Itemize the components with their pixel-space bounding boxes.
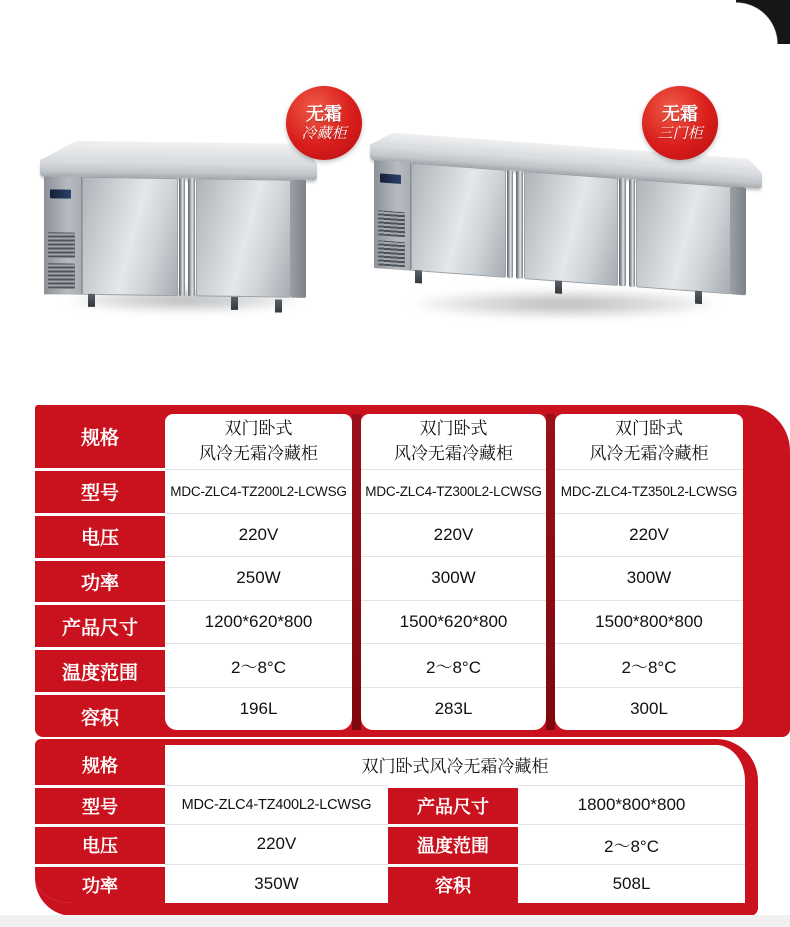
- row-label-model: 型号: [35, 471, 165, 516]
- badge-text-line1: 无霜: [306, 103, 342, 124]
- spec-line1: 双门卧式: [224, 418, 293, 438]
- fridge-leg: [695, 291, 702, 305]
- dimensions-cell: 1200*620*800: [165, 600, 352, 644]
- temp-range-cell: 2～8°C: [361, 643, 546, 687]
- spec-value-cell: 双门卧式风冷无霜冷藏柜: [361, 757, 549, 777]
- capacity-cell: 508L: [518, 864, 745, 904]
- power-cell: 300W: [555, 556, 743, 600]
- row-label-model: 型号: [35, 785, 165, 825]
- dimensions-cell: 1500*800*800: [555, 600, 743, 644]
- fridge-side-face: [731, 186, 746, 295]
- door-handle: [516, 170, 523, 278]
- fridge-door: [411, 163, 506, 278]
- spec-line1: 双门卧式: [419, 418, 488, 438]
- spec-column-model-2: [361, 414, 546, 730]
- door-handle: [179, 178, 186, 296]
- temp-range-cell: 2～8°C: [165, 643, 352, 687]
- fridge-body: [44, 176, 306, 298]
- spec-line2: 风冷无霜冷藏柜: [394, 443, 513, 463]
- door-handle-group: [178, 178, 196, 296]
- door-handle: [629, 179, 636, 287]
- door-handle: [188, 178, 195, 296]
- spec-cell: [165, 414, 352, 469]
- row-label-spec: 规格: [35, 405, 165, 471]
- power-cell: 300W: [361, 556, 546, 600]
- voltage-cell: 220V: [165, 513, 352, 557]
- fridge-door: [196, 178, 292, 297]
- voltage-cell: 220V: [361, 513, 546, 557]
- spec-line2: 风冷无霜冷藏柜: [589, 443, 709, 463]
- model-cell: MDC-ZLC4-TZ350L2-LCWSG: [555, 469, 743, 513]
- spec-cell: [361, 414, 546, 469]
- row-label-temp-range: 温度范围: [35, 650, 165, 695]
- promo-badge-three-door-cabinet: [642, 86, 718, 160]
- fridge-door: [636, 179, 731, 294]
- vent-grille: [378, 240, 405, 267]
- badge-text-line2: 冷藏柜: [301, 124, 347, 142]
- dark-rounded-corner: [736, 0, 790, 44]
- promo-badge-frost-free-fridge: [286, 86, 362, 160]
- compressor-panel: [44, 176, 82, 295]
- row-label-voltage: 电压: [35, 824, 165, 864]
- voltage-cell: 220V: [165, 824, 388, 864]
- door-handle-group: [618, 178, 636, 287]
- dimensions-cell: 1800*800*800: [518, 785, 745, 825]
- column-divider: [546, 414, 555, 730]
- row-label-power: 功率: [35, 864, 165, 904]
- product-image-two-door-fridge: [28, 118, 333, 310]
- capacity-cell: 300L: [555, 687, 743, 731]
- bottom-strip: [0, 915, 790, 927]
- spec-line1: 双门卧式: [615, 418, 683, 438]
- row-label-power: 功率: [35, 561, 165, 606]
- capacity-cell: 196L: [165, 687, 352, 731]
- vent-grille: [48, 232, 75, 257]
- fridge-leg: [555, 280, 562, 294]
- column-divider: [352, 414, 361, 730]
- door-handle: [619, 178, 626, 286]
- door-handle: [507, 170, 514, 278]
- fridge-side-face: [291, 180, 306, 298]
- row-label-voltage: 电压: [35, 516, 165, 561]
- voltage-cell: 220V: [555, 513, 743, 557]
- fridge-leg: [231, 297, 238, 310]
- fridge-leg: [88, 294, 95, 307]
- power-cell: 350W: [165, 864, 388, 904]
- spec-line2: 风冷无霜冷藏柜: [199, 443, 318, 463]
- brand-logo: [380, 173, 401, 184]
- badge-text-line2: 三门柜: [657, 124, 703, 142]
- spec-table-three-models: [35, 405, 790, 737]
- dimensions-cell: 1500*620*800: [361, 600, 546, 644]
- spec-table-single-model: [35, 739, 758, 916]
- row-label-capacity: 容积: [80, 707, 119, 729]
- fridge-leg: [415, 270, 422, 284]
- door-handle-group: [506, 170, 524, 279]
- row-label-dimensions: 产品尺寸: [35, 605, 165, 650]
- row-label-dimensions: 产品尺寸: [388, 785, 518, 825]
- fridge-leg: [275, 299, 282, 312]
- spec-column-model-1: [165, 414, 352, 730]
- spec-cell: [555, 414, 743, 469]
- spec-table-label-column: [35, 405, 165, 737]
- temp-range-cell: 2～8°C: [518, 824, 745, 864]
- vent-grille: [378, 210, 405, 237]
- row-label-capacity: 容积: [388, 864, 518, 904]
- row-label-temp-range: 温度范围: [388, 824, 518, 864]
- capacity-cell: 283L: [361, 687, 546, 731]
- power-cell: 250W: [165, 556, 352, 600]
- brand-logo: [50, 189, 71, 198]
- compressor-panel: [374, 160, 411, 271]
- model-cell: MDC-ZLC4-TZ300L2-LCWSG: [361, 469, 546, 513]
- badge-text-line1: 无霜: [662, 103, 698, 124]
- fridge-door: [82, 177, 178, 296]
- vent-grille: [48, 263, 75, 288]
- fridge-door: [524, 171, 619, 286]
- temp-range-cell: 2～8°C: [555, 643, 743, 687]
- row-label-spec: 规格: [35, 745, 165, 785]
- fridge-perspective-wrap: [28, 118, 333, 314]
- model-cell: MDC-ZLC4-TZ200L2-LCWSG: [165, 469, 352, 513]
- model-cell: MDC-ZLC4-TZ400L2-LCWSG: [165, 785, 388, 825]
- spec-column-model-3: [555, 414, 743, 730]
